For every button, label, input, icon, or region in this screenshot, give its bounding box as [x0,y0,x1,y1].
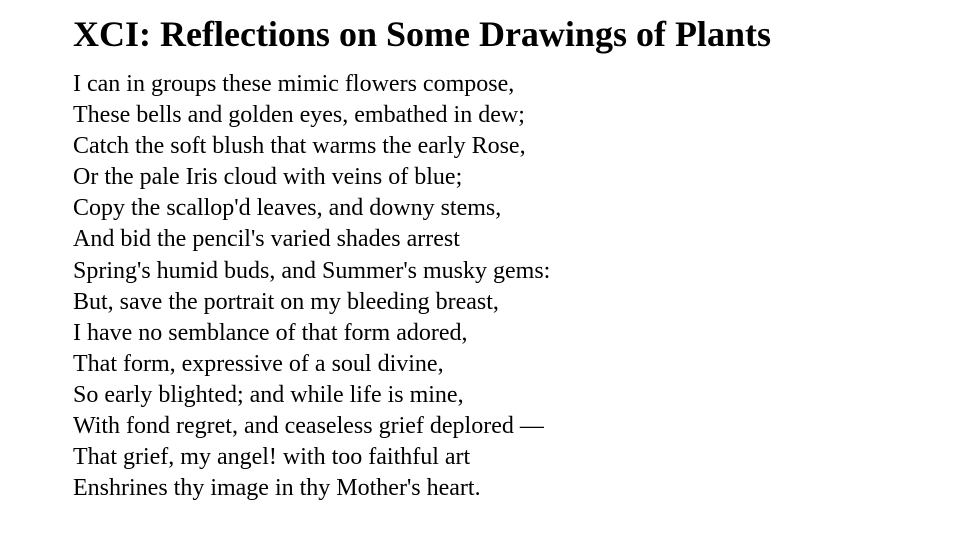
poem-line: That grief, my angel! with too faithful art [73,444,471,471]
poem-line: So early blighted; and while life is mine, [73,381,464,408]
poem-line: Spring's humid buds, and Summer's musky gems: [73,257,551,284]
poem-line: These bells and golden eyes, embathed in dew; [73,102,525,129]
poem-line: Copy the scallop'd leaves, and downy stems, [73,195,502,222]
poem-line: And bid the pencil's varied shades arrest [73,226,460,253]
poem-line: I can in groups these mimic flowers compose, [73,71,515,97]
poem-line: Or the pale Iris cloud with veins of blue; [73,164,463,191]
poem-line: Catch the soft blush that warms the early Rose, [73,133,526,160]
poem-line: I have no semblance of that form adored, [73,319,468,346]
poem-line: But, save the portrait on my bleeding breast, [73,288,499,315]
poem-line: Enshrines thy image in thy Mother's heart. [73,475,481,502]
poem-line: With fond regret, and ceaseless grief deplored — [73,413,544,440]
poem-line: That form, expressive of a soul divine, [73,350,444,377]
poem-title: XCI: Reflections on Some Drawings of Plants [73,14,771,54]
poem-body [73,69,550,504]
